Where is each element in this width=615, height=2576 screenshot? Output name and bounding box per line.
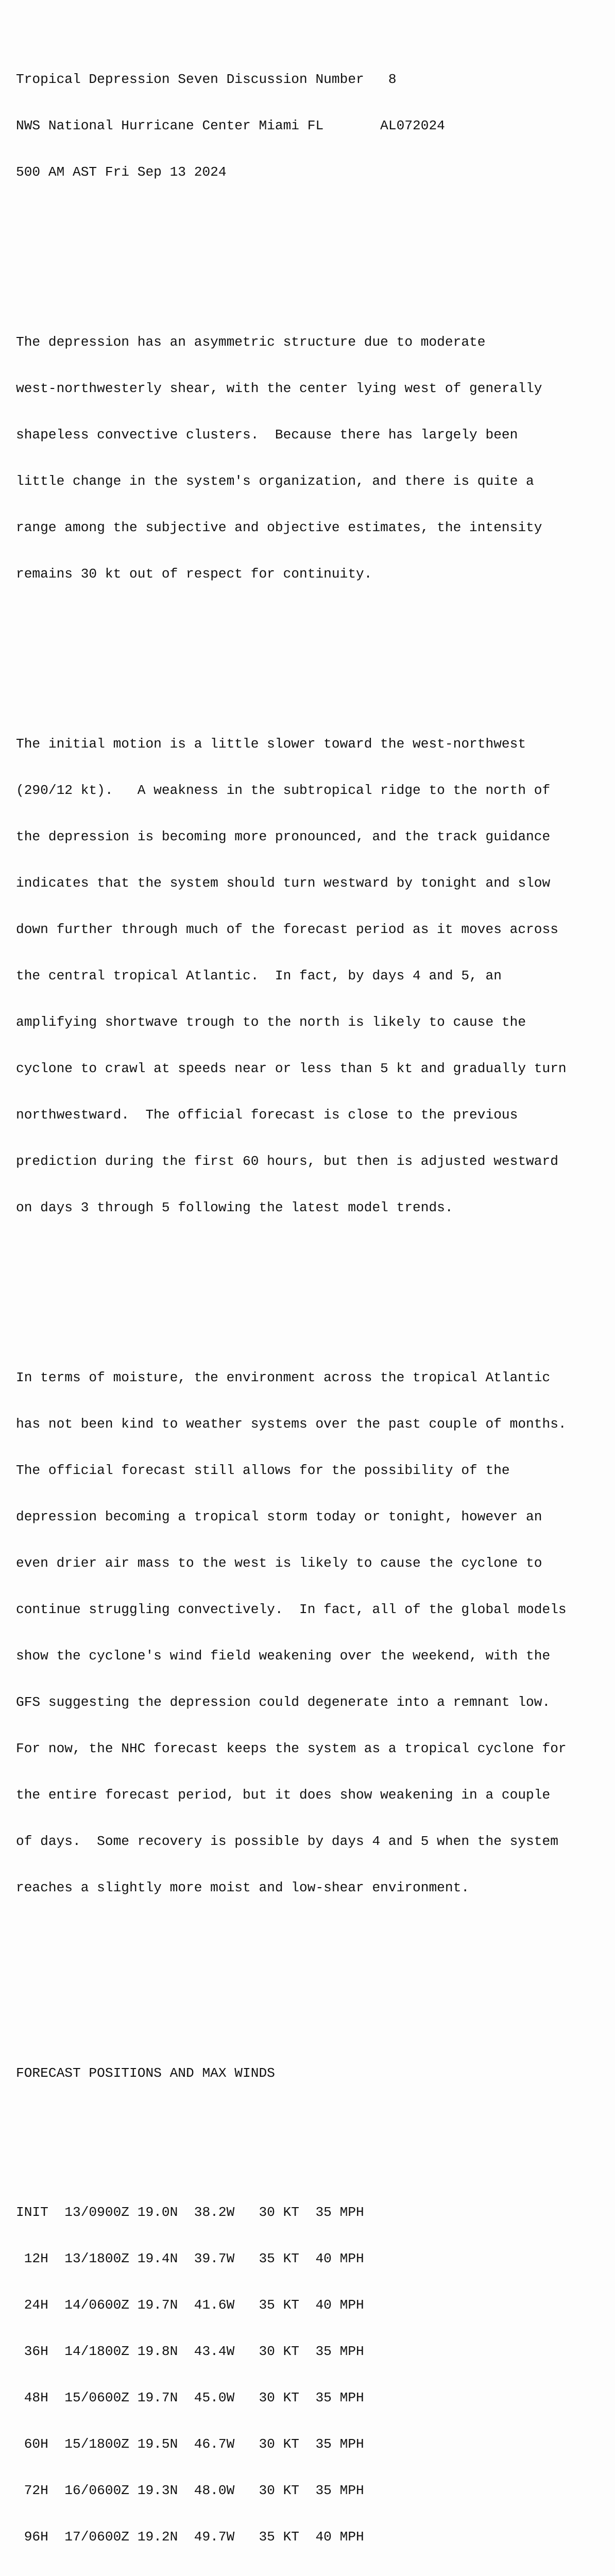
paragraph-line: remains 30 kt out of respect for continuity. <box>16 566 372 582</box>
paragraph-line: depression becoming a tropical storm today or tonight, however an <box>16 1509 542 1524</box>
paragraph-line: show the cyclone's wind field weakening over the weekend, with the <box>16 1648 551 1664</box>
paragraph-line: The initial motion is a little slower toward the west-northwest <box>16 736 526 752</box>
paragraph-line: the central tropical Atlantic. In fact, by days 4 and 5, an <box>16 968 502 984</box>
forecast-table <box>16 2174 567 2576</box>
paragraph-line: reaches a slightly more moist and low-shear environment. <box>16 1880 470 1895</box>
forecast-row: 72H 16/0600Z 19.3N 48.0W 30 KT 35 MPH <box>16 2483 364 2498</box>
paragraph-line: (290/12 kt). A weakness in the subtropical ridge to the north of <box>16 783 551 798</box>
paragraph-line: GFS suggesting the depression could degenerate into a remnant low. <box>16 1694 551 1710</box>
paragraph-line: has not been kind to weather systems over the past couple of months. <box>16 1416 567 1432</box>
paragraph-line: range among the subjective and objective estimates, the intensity <box>16 520 542 535</box>
paragraph-line: prediction during the first 60 hours, but then is adjusted westward <box>16 1154 558 1169</box>
forecast-row: 60H 15/1800Z 19.5N 46.7W 30 KT 35 MPH <box>16 2436 364 2452</box>
paragraph-line: northwestward. The official forecast is close to the previous <box>16 1107 518 1123</box>
paragraph-line: cyclone to crawl at speeds near or less than 5 kt and gradually turn <box>16 1061 567 1076</box>
blank-line <box>16 643 567 659</box>
paragraph-line: on days 3 through 5 following the latest model trends. <box>16 1200 453 1215</box>
paragraph-line: continue struggling convectively. In fact, all of the global models <box>16 1602 567 1617</box>
paragraph-moisture <box>16 1339 567 1926</box>
paragraph-line: indicates that the system should turn westward by tonight and slow <box>16 875 551 891</box>
header-issue-time: 500 AM AST Fri Sep 13 2024 <box>16 164 227 180</box>
paragraph-line: shapeless convective clusters. Because there has largely been <box>16 427 518 443</box>
forecast-heading: FORECAST POSITIONS AND MAX WINDS <box>16 2065 275 2081</box>
paragraph-line: The official forecast still allows for the possibility of the <box>16 1463 510 1478</box>
header-office: NWS National Hurricane Center Miami FL AL072024 <box>16 118 445 133</box>
blank-line <box>16 1957 567 1973</box>
blank-line <box>16 1277 567 1293</box>
paragraph-line: The depression has an asymmetric structure due to moderate <box>16 334 486 350</box>
header-title: Tropical Depression Seven Discussion Number 8 <box>16 72 397 87</box>
paragraph-line: In terms of moisture, the environment across the tropical Atlantic <box>16 1370 551 1385</box>
paragraph-line: amplifying shortwave trough to the north is likely to cause the <box>16 1014 526 1030</box>
paragraph-line: west-northwesterly shear, with the center lying west of generally <box>16 381 542 396</box>
forecast-row: 36H 14/1800Z 19.8N 43.4W 30 KT 35 MPH <box>16 2344 364 2359</box>
paragraph-intensity <box>16 303 567 613</box>
blank-line <box>16 2004 567 2019</box>
forecast-row: 96H 17/0600Z 19.2N 49.7W 35 KT 40 MPH <box>16 2529 364 2545</box>
discussion-header <box>16 41 567 211</box>
paragraph-line: even drier air mass to the west is likely to cause the cyclone to <box>16 1555 542 1571</box>
paragraph-motion <box>16 705 567 1246</box>
paragraph-line: the depression is becoming more pronounced, and the track guidance <box>16 829 551 844</box>
paragraph-line: the entire forecast period, but it does show weakening in a couple <box>16 1787 551 1803</box>
forecast-row: INIT 13/0900Z 19.0N 38.2W 30 KT 35 MPH <box>16 2205 364 2220</box>
forecast-row: 48H 15/0600Z 19.7N 45.0W 30 KT 35 MPH <box>16 2390 364 2405</box>
blank-line <box>16 2112 567 2127</box>
discussion-document <box>16 10 567 2576</box>
blank-line <box>16 242 567 257</box>
forecast-row: 12H 13/1800Z 19.4N 39.7W 35 KT 40 MPH <box>16 2251 364 2266</box>
paragraph-line: little change in the system's organization, and there is quite a <box>16 473 534 489</box>
forecast-row: 24H 14/0600Z 19.7N 41.6W 35 KT 40 MPH <box>16 2297 364 2313</box>
paragraph-line: of days. Some recovery is possible by days 4 and 5 when the system <box>16 1834 558 1849</box>
paragraph-line: down further through much of the forecast period as it moves across <box>16 922 558 937</box>
paragraph-line: For now, the NHC forecast keeps the system as a tropical cyclone for <box>16 1741 567 1756</box>
